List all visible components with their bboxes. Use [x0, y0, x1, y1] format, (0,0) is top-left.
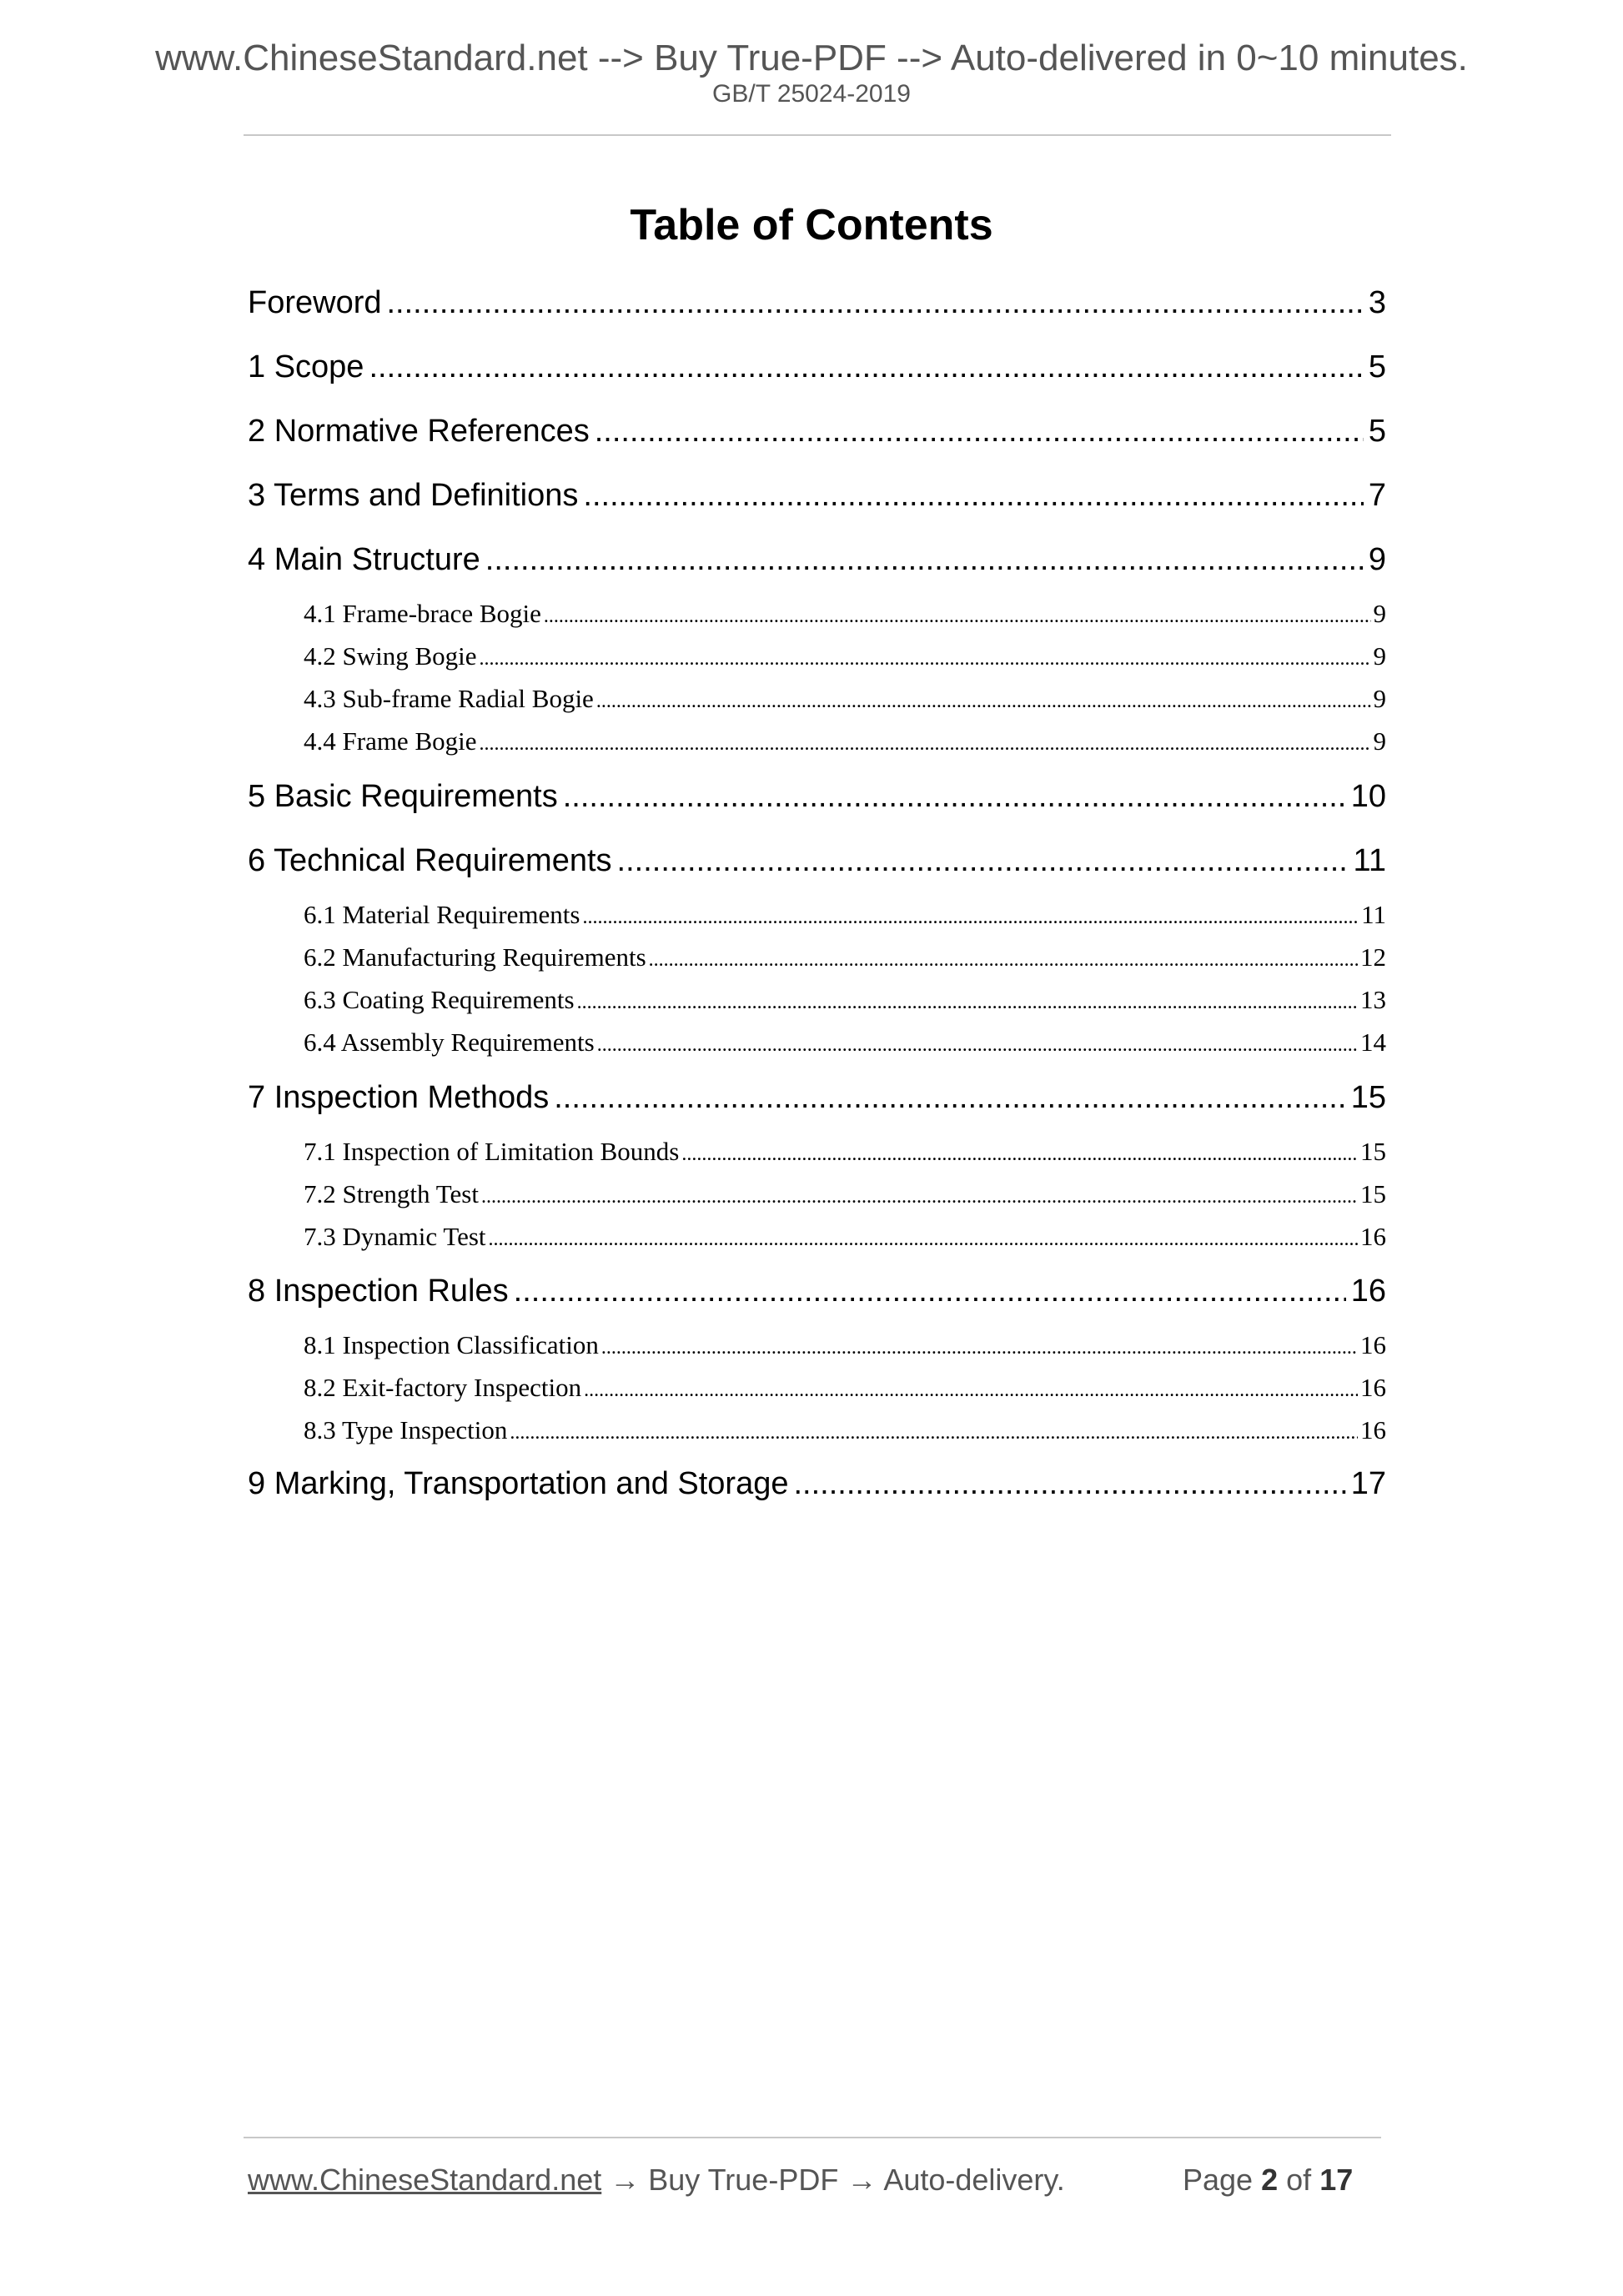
- toc-entry-page: 5: [1368, 414, 1386, 449]
- toc-entry[interactable]: [248, 842, 1386, 879]
- toc-entry-label: 3 Terms and Definitions: [248, 478, 579, 513]
- toc-entry-label: 5 Basic Requirements: [248, 779, 558, 814]
- toc-leader-dots: [583, 477, 1363, 514]
- toc-entry-label: 7.1 Inspection of Limitation Bounds: [304, 1137, 680, 1166]
- toc-entry-page: 9: [1373, 641, 1386, 671]
- toc-entry-page: 7: [1368, 478, 1386, 513]
- toc-subentry[interactable]: [304, 726, 1386, 756]
- toc-subentry[interactable]: [304, 1027, 1386, 1058]
- toc-entry-label: 4.1 Frame-brace Bogie: [304, 599, 541, 628]
- toc-subentry[interactable]: [304, 942, 1386, 972]
- current-page-number: 2: [1261, 2163, 1279, 2197]
- toc-leader-dots: [514, 1273, 1346, 1309]
- toc-leader-dots: [387, 284, 1364, 321]
- toc-entry-label: 4.3 Sub-frame Radial Bogie: [304, 684, 594, 713]
- toc-subentry[interactable]: [304, 1222, 1386, 1252]
- page-indicator: [1183, 2165, 1353, 2195]
- toc-entry-label: 6 Technical Requirements: [248, 843, 612, 878]
- toc-leader-dots: [480, 644, 1371, 674]
- toc-leader-dots: [481, 1182, 1358, 1212]
- toc-entry-page: 14: [1360, 1027, 1386, 1057]
- toc-entry-page: 9: [1373, 684, 1386, 713]
- toc-subentry[interactable]: [304, 599, 1386, 629]
- toc-entry-page: 9: [1368, 542, 1386, 577]
- toc-entry[interactable]: [248, 477, 1386, 514]
- toc-entry-page: 16: [1360, 1373, 1386, 1402]
- toc-entry[interactable]: [248, 1079, 1386, 1116]
- toc-leader-dots: [510, 1418, 1358, 1448]
- toc-entry[interactable]: [248, 284, 1386, 321]
- toc-subentry[interactable]: [304, 1179, 1386, 1209]
- toc-subentry[interactable]: [304, 1415, 1386, 1445]
- toc-subentry[interactable]: [304, 1373, 1386, 1403]
- toc-subentry[interactable]: [304, 1137, 1386, 1167]
- toc-entry-label: 6.3 Coating Requirements: [304, 985, 575, 1014]
- toc-entry[interactable]: [248, 1273, 1386, 1309]
- toc-leader-dots: [601, 1333, 1358, 1363]
- toc-leader-dots: [794, 1465, 1346, 1502]
- toc-entry[interactable]: [248, 1465, 1386, 1502]
- toc-entry[interactable]: [248, 413, 1386, 450]
- toc-entry-label: 9 Marking, Transportation and Storage: [248, 1466, 789, 1501]
- toc-entry-page: 9: [1373, 599, 1386, 628]
- toc-subentry[interactable]: [304, 1330, 1386, 1360]
- toc-entry-label: 7.3 Dynamic Test: [304, 1222, 486, 1251]
- toc-leader-dots: [582, 902, 1359, 932]
- toc-leader-dots: [480, 729, 1371, 759]
- toc-leader-dots: [577, 987, 1358, 1017]
- toc-entry-label: 8.2 Exit-factory Inspection: [304, 1373, 582, 1402]
- toc-leader-dots: [649, 945, 1358, 975]
- toc-entry-label: 6.2 Manufacturing Requirements: [304, 942, 646, 972]
- toc-entry-label: 8.1 Inspection Classification: [304, 1330, 599, 1359]
- toc-leader-dots: [681, 1139, 1358, 1169]
- toc-entry-label: 8 Inspection Rules: [248, 1274, 509, 1309]
- toc-entry-page: 11: [1361, 900, 1386, 929]
- toc-leader-dots: [595, 413, 1364, 450]
- toc-leader-dots: [554, 1079, 1345, 1116]
- toc-entry-page: 15: [1360, 1137, 1386, 1166]
- toc-entry-page: 3: [1368, 285, 1386, 320]
- toc-subentry[interactable]: [304, 900, 1386, 930]
- toc-entry-page: 9: [1373, 726, 1386, 756]
- toc-entry-page: 16: [1360, 1222, 1386, 1251]
- toc-entry-label: 8.3 Type Inspection: [304, 1415, 508, 1444]
- toc-leader-dots: [596, 686, 1371, 716]
- toc-leader-dots: [597, 1030, 1358, 1060]
- page-title: Table of Contents: [630, 201, 993, 249]
- of-word: of: [1286, 2163, 1312, 2197]
- toc-leader-dots: [563, 778, 1346, 815]
- toc-entry-label: 1 Scope: [248, 349, 364, 384]
- toc-entry-page: 15: [1350, 1080, 1386, 1115]
- toc-entry-page: 10: [1350, 779, 1386, 814]
- footer-divider: [244, 2137, 1381, 2138]
- toc-entry-label: 2 Normative References: [248, 414, 590, 449]
- toc-leader-dots: [485, 541, 1364, 578]
- toc-entry-label: 6.1 Material Requirements: [304, 900, 580, 929]
- toc-entry-label: Foreword: [248, 285, 382, 320]
- toc-leader-dots: [617, 842, 1349, 879]
- toc-entry-label: 4.2 Swing Bogie: [304, 641, 477, 671]
- toc-entry-label: 4.4 Frame Bogie: [304, 726, 477, 756]
- toc-entry-page: 16: [1360, 1330, 1386, 1359]
- toc-entry[interactable]: [248, 541, 1386, 578]
- toc-entry-page: 17: [1350, 1466, 1386, 1501]
- footer-tagline: → Buy True-PDF → Auto-delivery.: [601, 2163, 1065, 2197]
- toc-entry-page: 16: [1360, 1415, 1386, 1444]
- total-pages-number: 17: [1319, 2163, 1354, 2197]
- toc-entry-page: 15: [1360, 1179, 1386, 1208]
- footer-promo: [248, 2165, 1065, 2195]
- toc-entry-label: 6.4 Assembly Requirements: [304, 1027, 595, 1057]
- toc-leader-dots: [489, 1224, 1358, 1254]
- toc-subentry[interactable]: [304, 684, 1386, 714]
- footer-site-link[interactable]: www.ChineseStandard.net: [248, 2163, 602, 2197]
- toc-entry-page: 16: [1350, 1274, 1386, 1309]
- toc-entry[interactable]: [248, 349, 1386, 385]
- page-word: Page: [1183, 2163, 1254, 2197]
- document-id: GB/T 25024-2019: [712, 80, 911, 108]
- toc-entry-label: 7.2 Strength Test: [304, 1179, 479, 1208]
- toc-subentry[interactable]: [304, 641, 1386, 671]
- toc-entry-label: 4 Main Structure: [248, 542, 480, 577]
- toc-leader-dots: [584, 1375, 1358, 1405]
- toc-entry[interactable]: [248, 778, 1386, 815]
- toc-entry-page: 13: [1360, 985, 1386, 1014]
- toc-leader-dots: [369, 349, 1363, 385]
- toc-entry-page: 5: [1368, 349, 1386, 384]
- toc-entry-page: 12: [1360, 942, 1386, 972]
- header-banner: www.ChineseStandard.net --> Buy True-PDF --> Auto-delivered in 0~10 minutes.: [155, 38, 1468, 78]
- toc-entry-label: 7 Inspection Methods: [248, 1080, 550, 1115]
- toc-subentry[interactable]: [304, 985, 1386, 1015]
- toc-entry-page: 11: [1353, 843, 1386, 878]
- toc-leader-dots: [544, 601, 1371, 631]
